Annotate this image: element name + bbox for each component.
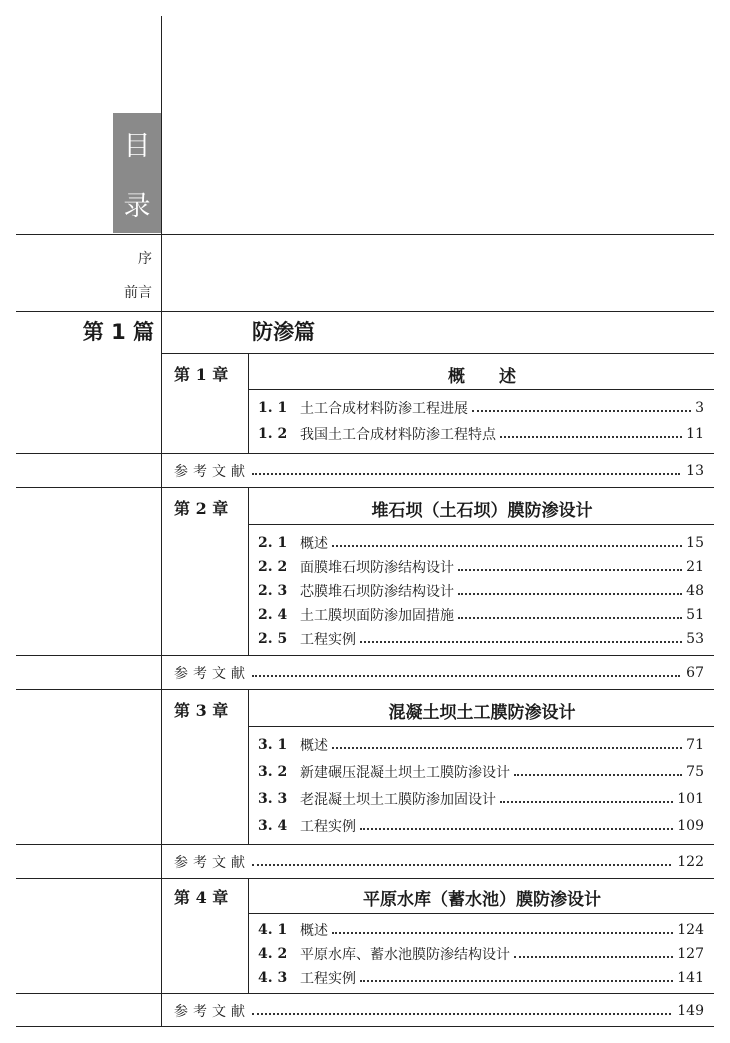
dot-leader (458, 593, 682, 595)
page-number: 53 (686, 631, 704, 647)
chapter-1-title[interactable]: 概 述 (448, 367, 516, 387)
toc-title-char-1: 目 (123, 130, 151, 162)
section-title: 芯膜堆石坝防渗结构设计 (300, 584, 454, 600)
rule-ch2-col (248, 487, 249, 655)
toc-entry-2-2[interactable] (258, 557, 704, 577)
dot-leader (252, 1013, 671, 1015)
chapter-4-title[interactable]: 平原水库（蓄水池）膜防渗设计 (363, 890, 601, 910)
toc-entry-2-4[interactable] (258, 605, 704, 625)
dot-leader (360, 828, 673, 830)
section-title: 概述 (300, 738, 328, 754)
toc-entry-4-1[interactable] (258, 920, 704, 940)
section-title: 工程实例 (300, 819, 356, 835)
rule-front-bottom (16, 311, 714, 312)
rule-ch3-head (248, 726, 714, 727)
rule-page-bottom (16, 1026, 714, 1027)
chapter-2-number: 第 2 章 (174, 499, 229, 518)
page-number: 13 (686, 463, 704, 479)
page-number: 21 (686, 559, 704, 575)
dot-leader (458, 617, 682, 619)
rule-ch3-sections (16, 844, 714, 845)
page-number: 149 (677, 1003, 704, 1019)
dot-leader (332, 747, 682, 749)
references-chapter-4[interactable] (174, 1000, 704, 1022)
page-number: 51 (686, 607, 704, 623)
dot-leader (332, 932, 673, 934)
page-number: 101 (677, 791, 704, 807)
rule-ch3-col (248, 689, 249, 844)
references-label: 参考文献 (174, 464, 250, 480)
dot-leader (332, 545, 682, 547)
references-chapter-2[interactable] (174, 662, 704, 684)
toc-entry-2-5[interactable] (258, 629, 704, 649)
rule-ch2-refs (16, 689, 714, 690)
dot-leader (500, 801, 673, 803)
page-number: 127 (677, 946, 704, 962)
dot-leader (458, 569, 682, 571)
dot-leader (360, 641, 682, 643)
page-number: 109 (677, 818, 704, 834)
section-title: 工程实例 (300, 971, 356, 987)
toc-entry-3-1[interactable] (258, 735, 704, 755)
page-number: 67 (686, 665, 704, 681)
dot-leader (252, 473, 680, 475)
toc-entry-1-2[interactable] (258, 424, 704, 444)
chapter-2-title[interactable]: 堆石坝（土石坝）膜防渗设计 (371, 501, 593, 521)
page-number: 122 (677, 854, 704, 870)
rule-ch2-sections (16, 655, 714, 656)
references-chapter-3[interactable] (174, 851, 704, 873)
section-number: 4. 3 (258, 970, 288, 986)
section-title: 老混凝土坝土工膜防渗加固设计 (300, 792, 496, 808)
page-number: 3 (695, 400, 704, 416)
section-number: 2. 5 (258, 631, 288, 647)
toc-entry-3-2[interactable] (258, 762, 704, 782)
toc-entry-3-3[interactable] (258, 789, 704, 809)
section-number: 3. 2 (258, 764, 288, 780)
rule-ch4-sections (16, 993, 714, 994)
section-title: 概述 (300, 536, 328, 552)
dot-leader (514, 956, 673, 958)
rule-toc-bottom (16, 234, 714, 235)
rule-ch1-refs (16, 487, 714, 488)
main-vertical-rule (161, 16, 162, 1026)
section-number: 3. 3 (258, 791, 288, 807)
rule-ch1-col (248, 353, 249, 453)
section-number: 1. 2 (258, 426, 288, 442)
section-number: 3. 1 (258, 737, 288, 753)
section-number: 2. 1 (258, 535, 288, 551)
part-title[interactable]: 防渗篇 (252, 320, 315, 344)
references-label: 参考文献 (174, 666, 250, 682)
page-number: 15 (686, 535, 704, 551)
references-chapter-1[interactable] (174, 460, 704, 482)
section-title: 面膜堆石坝防渗结构设计 (300, 560, 454, 576)
page-number: 48 (686, 583, 704, 599)
rule-ch1-sections (16, 453, 714, 454)
chapter-4-number: 第 4 章 (174, 888, 229, 907)
front-matter-foreword[interactable]: 前言 (124, 285, 152, 301)
section-number: 4. 2 (258, 946, 288, 962)
toc-entry-1-1[interactable] (258, 398, 704, 418)
dot-leader (360, 980, 673, 982)
page-number: 141 (677, 970, 704, 986)
section-title: 我国土工合成材料防渗工程特点 (300, 427, 496, 443)
section-title: 工程实例 (300, 632, 356, 648)
section-number: 3. 4 (258, 818, 288, 834)
section-title: 新建碾压混凝土坝土工膜防渗设计 (300, 765, 510, 781)
dot-leader (514, 774, 682, 776)
section-title: 土工膜坝面防渗加固措施 (300, 608, 454, 624)
section-number: 2. 3 (258, 583, 288, 599)
part-number: 第 1 篇 (82, 320, 154, 344)
dot-leader (500, 436, 682, 438)
toc-entry-2-3[interactable] (258, 581, 704, 601)
chapter-1-number: 第 1 章 (174, 365, 229, 384)
toc-title (113, 113, 161, 233)
page-number: 75 (686, 764, 704, 780)
section-number: 2. 2 (258, 559, 288, 575)
front-matter-preface[interactable]: 序 (138, 251, 152, 267)
dot-leader (252, 864, 671, 866)
toc-entry-2-1[interactable] (258, 533, 704, 553)
page-number: 124 (677, 922, 704, 938)
rule-ch4-head (248, 913, 714, 914)
page-number: 71 (686, 737, 704, 753)
dot-leader (472, 410, 691, 412)
section-number: 1. 1 (258, 400, 288, 416)
chapter-3-title[interactable]: 混凝土坝土工膜防渗设计 (388, 703, 576, 723)
rule-ch4-col (248, 878, 249, 993)
toc-entry-3-4[interactable] (258, 816, 704, 836)
section-title: 概述 (300, 923, 328, 939)
dot-leader (252, 675, 680, 677)
toc-entry-4-2[interactable] (258, 944, 704, 964)
references-label: 参考文献 (174, 855, 250, 871)
section-title: 平原水库、蓄水池膜防渗结构设计 (300, 947, 510, 963)
section-title: 土工合成材料防渗工程进展 (300, 401, 468, 417)
toc-title-char-2: 录 (123, 190, 151, 222)
rule-ch3-refs (16, 878, 714, 879)
rule-part-bottom (161, 353, 714, 354)
section-number: 2. 4 (258, 607, 288, 623)
references-label: 参考文献 (174, 1004, 250, 1020)
chapter-3-number: 第 3 章 (174, 701, 229, 720)
page-number: 11 (686, 426, 704, 442)
toc-entry-4-3[interactable] (258, 968, 704, 988)
section-number: 4. 1 (258, 922, 288, 938)
rule-ch1-head (248, 389, 714, 390)
rule-ch2-head (248, 524, 714, 525)
